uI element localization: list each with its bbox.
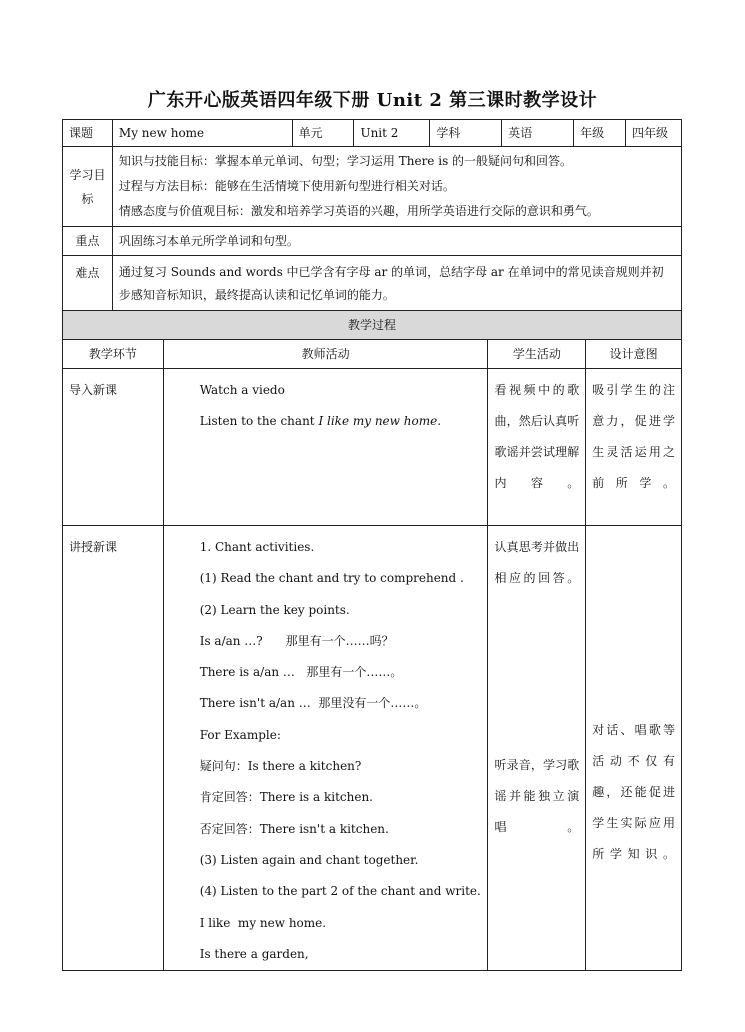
teacher-line: I like my new home. [199,915,327,930]
teacher-line: 肯定回答：There is a kitchen. [199,790,373,805]
chant-title: I like my new home [318,414,438,429]
process-banner: 教学过程 [63,311,682,340]
key-point-label: 重点 [63,227,113,256]
teacher-line: There isn't a/an … 那里没有一个……。 [199,696,427,711]
subject-value: 英语 [502,120,574,147]
intro-intent: 吸引学生的注意力，促进学生灵活运用之前所学。 [586,369,682,526]
header-student: 学生活动 [488,340,586,369]
teacher-line: For Example: [199,727,281,742]
process-header-row [63,340,682,369]
process-table [62,310,682,971]
key-point-text: 巩固练习本单元所学单词和句型。 [112,227,681,256]
teacher-line: Is a/an …? 那里有一个……吗？ [199,633,394,648]
header-stage: 教学环节 [63,340,164,369]
teacher-line: (4) Listen to the part 2 of the chant and write. [199,884,481,899]
subject-label: 学科 [430,120,502,147]
grade-value: 四年级 [626,120,682,147]
intro-teacher [163,369,488,526]
teacher-line: (1) Read the chant and try to comprehend . [199,571,464,586]
goal-line: 情感态度与价值观目标：激发和培养学习英语的兴趣，用所学英语进行交际的意识和勇气。 [118,204,599,218]
student-activity-2: 听录音，学习歌谣并能独立演唱。 [494,758,580,834]
goal-line: 过程与方法目标：能够在生活情境下使用新句型进行相关对话。 [118,179,455,193]
new-teacher [163,526,488,971]
difficulty-text: 通过复习 Sounds and words 中已学含有字母 ar 的单词，总结字母 ar 在单词中的常见读音规则并初步感知音标知识，最终提高认读和记忆单词的能力。 [112,256,681,313]
header-intent: 设计意图 [586,340,682,369]
new-intent [586,526,682,971]
student-activity-1: 认真思考并做出相应的回答。 [494,540,580,585]
difficulty-row [63,256,682,313]
header-teacher: 教师活动 [163,340,488,369]
teacher-line: 疑问句：Is there a kitchen? [199,759,362,774]
page-title: 广东开心版英语四年级下册 Unit 2 第三课时教学设计 [147,90,598,111]
goals-text [112,147,681,227]
course-label: 课题 [63,120,113,147]
teacher-line: 1. Chant activities. [199,540,315,554]
teacher-line: Watch a viedo [199,383,285,397]
goal-line: 知识与技能目标：掌握本单元单词、句型；学习运用 There is 的一般疑问句和回答。 [118,154,573,168]
teacher-line: 否定回答：There isn't a kitchen. [199,821,389,836]
unit-value: Unit 2 [354,120,430,147]
teacher-line: Listen to the chant I like my new home. [199,414,442,429]
unit-label: 单元 [292,120,354,147]
course-value: My new home [112,120,292,147]
teacher-line: (3) Listen again and chant together. [199,852,419,867]
intent-text: 对话、唱歌等活动不仅有趣，还能促进学生实际应用所学知识。 [592,723,675,861]
goals-row [63,147,682,227]
intro-stage: 导入新课 [63,369,164,526]
info-table [62,119,682,313]
new-student [488,526,586,971]
new-lesson-row [63,526,682,971]
teacher-line: There is a/an … 那里有一个……。 [199,665,403,680]
key-point-row [63,227,682,256]
grade-label: 年级 [574,120,626,147]
process-banner-row [63,311,682,340]
difficulty-label: 难点 [63,256,113,313]
intro-student: 看视频中的歌曲，然后认真听歌谣并尝试理解内容。 [488,369,586,526]
info-row [63,120,682,147]
intro-row [63,369,682,526]
goals-label: 学习目标 [63,147,113,227]
new-stage: 讲授新课 [63,526,164,971]
teacher-line: Is there a garden, [199,946,309,961]
teacher-line: (2) Learn the key points. [199,602,350,617]
